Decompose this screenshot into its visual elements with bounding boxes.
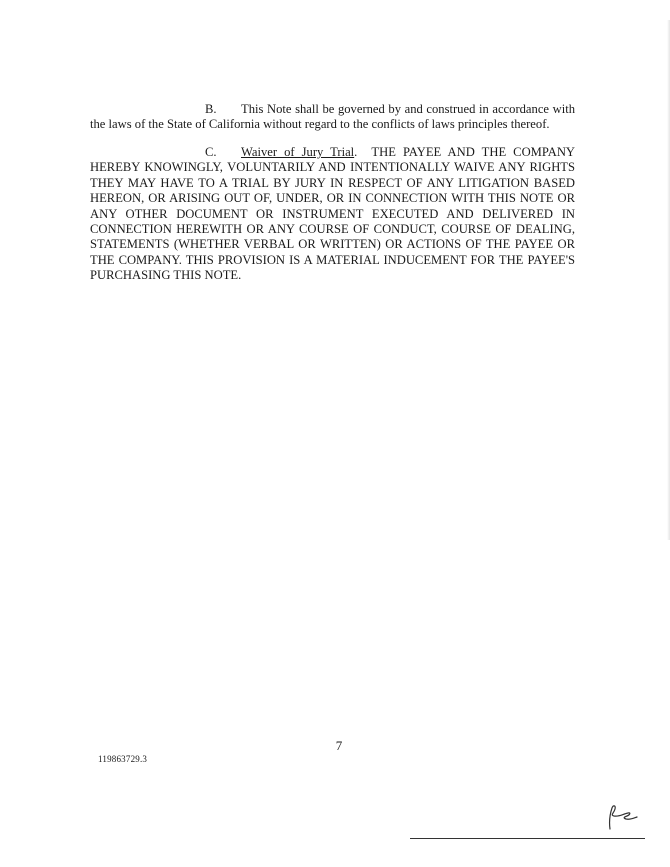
initials-line — [410, 838, 645, 839]
handwritten-initials-icon — [601, 800, 641, 832]
document-id: 119863729.3 — [98, 754, 148, 764]
paragraph-c-marker: C. — [205, 145, 217, 159]
paragraph-b-text: This Note shall be governed by and construed in accordance with the laws of the State of California without regard to the conflicts of laws principles thereof. — [90, 102, 575, 132]
page-number: 7 — [335, 738, 343, 753]
paragraph-b — [90, 102, 575, 133]
paragraph-c — [90, 145, 575, 284]
paragraph-b-marker: B. — [205, 102, 217, 116]
paragraph-c-heading: Waiver of Jury Trial — [241, 145, 355, 159]
paragraph-c-text: THE PAYEE AND THE COMPANY HEREBY KNOWINGLY, VOLUNTARILY AND INTENTIONALLY WAIVE ANY RIGHTS THEY MAY HAVE TO A TRIAL BY JURY IN RESPECT OF ANY LITIGATION BASED HEREON, OR ARISING OUT OF, UNDER, OR IN CONNECTION WITH THIS NOTE OR ANY OTHER DOCUMENT OR INSTRUMENT EXECUTED AND DELIVERED IN CONNECTION HEREWITH OR ANY COURSE OF CONDUCT, COURSE OF DEALING, STATEMENTS (WHETHER VERBAL OR WRITTEN) OR ACTIONS OF THE PAYEE OR THE COMPANY. THIS PROVISION IS A MATERIAL INDUCEMENT FOR THE PAYEE'S PURCHASING THIS NOTE. — [90, 145, 576, 283]
paragraph-c-heading-punct: . — [354, 145, 358, 159]
